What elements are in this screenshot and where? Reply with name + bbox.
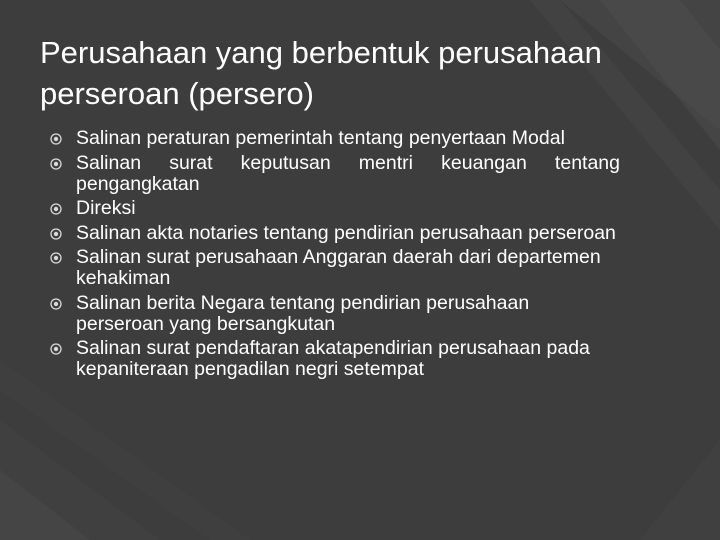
circled-dot-icon <box>50 203 62 215</box>
circled-dot-icon <box>50 343 62 355</box>
bullet-item <box>50 247 620 289</box>
bullet-item <box>50 293 620 335</box>
bullet-text: Salinan surat perusahaan Anggaran daerah dari departemen kehakiman <box>76 246 601 289</box>
circled-dot-icon <box>50 252 62 264</box>
bullet-text: Salinan peraturan pemerintah tentang penyertaan Modal <box>76 127 565 149</box>
slide-title: Perusahaan yang berbentuk perusahaan perseroan (persero) <box>40 35 602 111</box>
bullet-list <box>50 128 620 384</box>
bullet-text: Salinan surat keputusan mentri keuangan tentang pengangkatan <box>76 151 620 195</box>
circled-dot-icon <box>50 298 62 310</box>
bullet-text: Direksi <box>76 197 136 219</box>
circled-dot-icon <box>50 158 62 170</box>
bullet-text: Salinan surat pendaftaran akatapendirian perusahaan pada kepaniteraan pengadilan negri setempat <box>76 337 590 380</box>
bullet-item <box>50 223 620 244</box>
circled-dot-icon <box>50 133 62 145</box>
bullet-text: Salinan akta notaries tentang pendirian perusahaan perseroan <box>76 221 616 244</box>
background-stripe <box>640 440 720 540</box>
bullet-item <box>50 128 620 149</box>
bullet-item <box>50 198 620 219</box>
circled-dot-icon <box>50 228 62 240</box>
bullet-item <box>50 153 620 195</box>
bullet-item <box>50 338 620 380</box>
bullet-text: Salinan berita Negara tentang pendirian perusahaan perseroan yang bersangkutan <box>76 291 530 335</box>
